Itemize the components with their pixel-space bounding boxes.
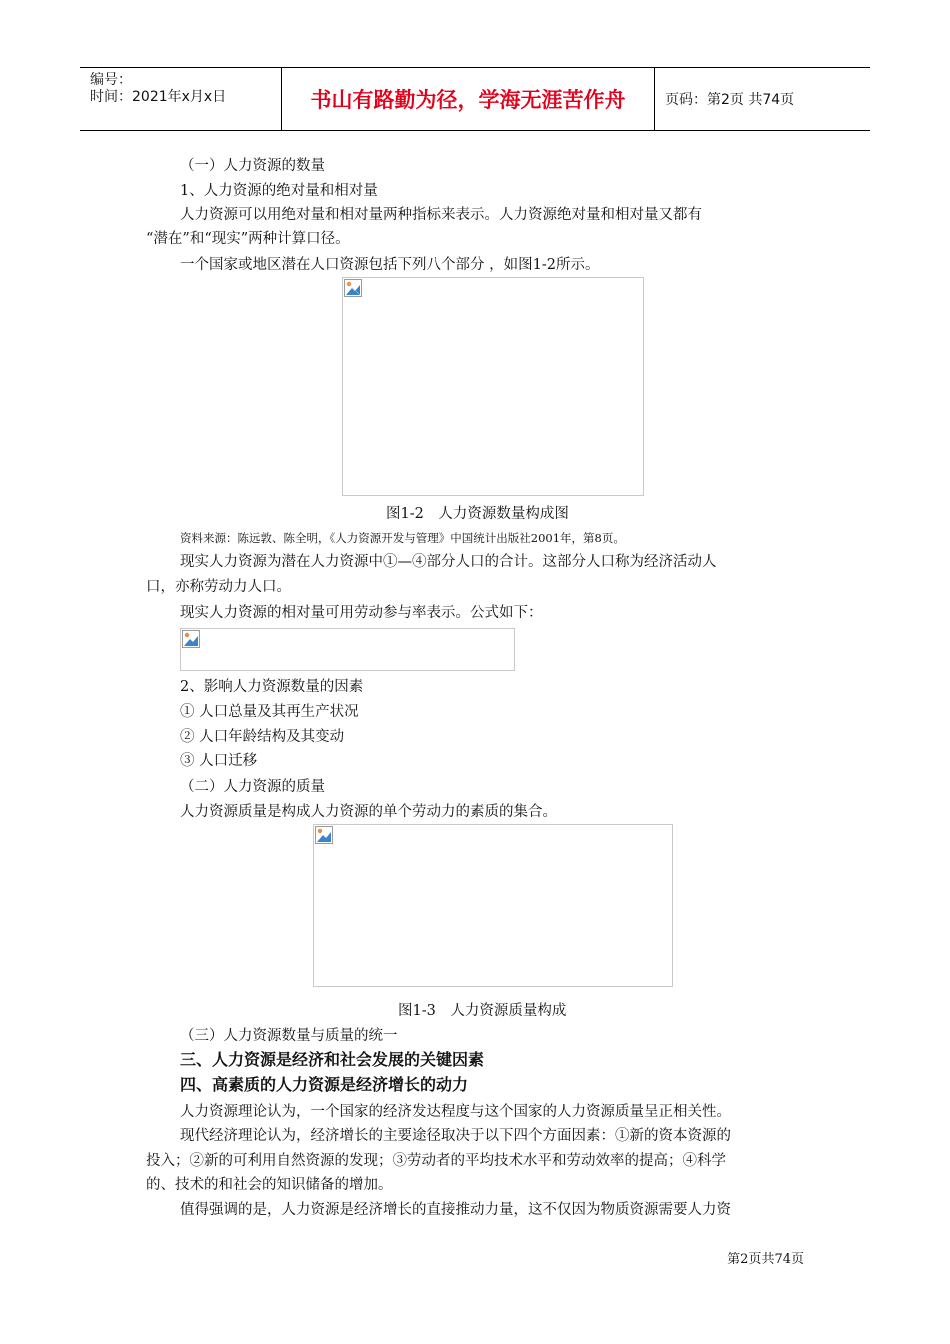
serial-label: 编号： (90, 72, 132, 88)
formula-image (180, 628, 515, 671)
paragraph-line: 值得强调的是，人力资源是经济增长的直接推动力量，这不仅因为物质资源需要人力资 (180, 1202, 731, 1218)
paragraph-line: 一个国家或地区潜在人口资源包括下列八个部分 ，如图1-2所示。 (180, 257, 600, 273)
header-meta (80, 68, 282, 130)
paragraph-line: 人力资源质量是构成人力资源的单个劳动力的素质的集合。 (180, 804, 557, 820)
list-item: ③ 人口迁移 (180, 753, 258, 769)
section-heading-quality: （二）人力资源的质量 (180, 779, 325, 795)
paragraph-line: 现实人力资源为潜在人力资源中①—④部分人口的合计。这部分人口称为经济活动人 (180, 554, 717, 570)
page-header (80, 67, 870, 131)
source-note: 资料来源：陈远敦、陈全明，《人力资源开发与管理》中国统计出版社2001年，第8页。 (180, 531, 625, 545)
section-heading-quantity: （一）人力资源的数量 (180, 158, 325, 174)
broken-image-icon (182, 630, 200, 648)
paragraph-line: 人力资源可以用绝对量和相对量两种指标来表示。人力资源绝对量和相对量又都有 (180, 207, 702, 223)
paragraph-line: 现实人力资源的相对量可用劳动参与率表示。公式如下： (180, 605, 543, 621)
time-label: 时间：2021年x月x日 (90, 89, 227, 105)
header-page-info: 页码：第2页 共74页 (665, 92, 795, 108)
paragraph-line: “潜在”和“现实”两种计算口径。 (146, 231, 350, 247)
paragraph-line: 的、技术的和社会的知识储备的增加。 (146, 1177, 393, 1193)
paragraph-line: 投入；②新的可利用自然资源的发现；③劳动者的平均技术水平和劳动效率的提高；④科学 (146, 1153, 726, 1169)
list-item: ② 人口年龄结构及其变动 (180, 729, 345, 745)
figure-1-3-caption: 图1-3 人力资源质量构成 (398, 1003, 567, 1019)
chapter-heading-3: 三、人力资源是经济和社会发展的关键因素 (180, 1050, 485, 1069)
chapter-heading-4: 四、高素质的人力资源是经济增长的动力 (180, 1075, 469, 1094)
page-footer: 第2页共74页 (727, 1252, 804, 1267)
list-item: ① 人口总量及其再生产状况 (180, 704, 359, 720)
subsection-factors: 2、影响人力资源数量的因素 (180, 679, 364, 695)
figure-1-3-image (313, 824, 673, 987)
subsection-absolute-relative: 1、人力资源的绝对量和相对量 (180, 183, 378, 199)
header-motto: 书山有路勤为径，学海无涯苦作舟 (282, 68, 655, 130)
broken-image-icon (344, 279, 362, 297)
paragraph-line: 人力资源理论认为，一个国家的经济发达程度与这个国家的人力资源质量呈正相关性。 (180, 1104, 731, 1120)
paragraph-line: 现代经济理论认为，经济增长的主要途径取决于以下四个方面因素：①新的资本资源的 (180, 1128, 731, 1144)
broken-image-icon (315, 826, 333, 844)
paragraph-line: 口，亦称劳动力人口。 (146, 579, 291, 595)
section-heading-unity: （三）人力资源数量与质量的统一 (180, 1028, 398, 1044)
figure-1-2-caption: 图1-2 人力资源数量构成图 (386, 506, 569, 522)
figure-1-2-image (342, 277, 644, 496)
